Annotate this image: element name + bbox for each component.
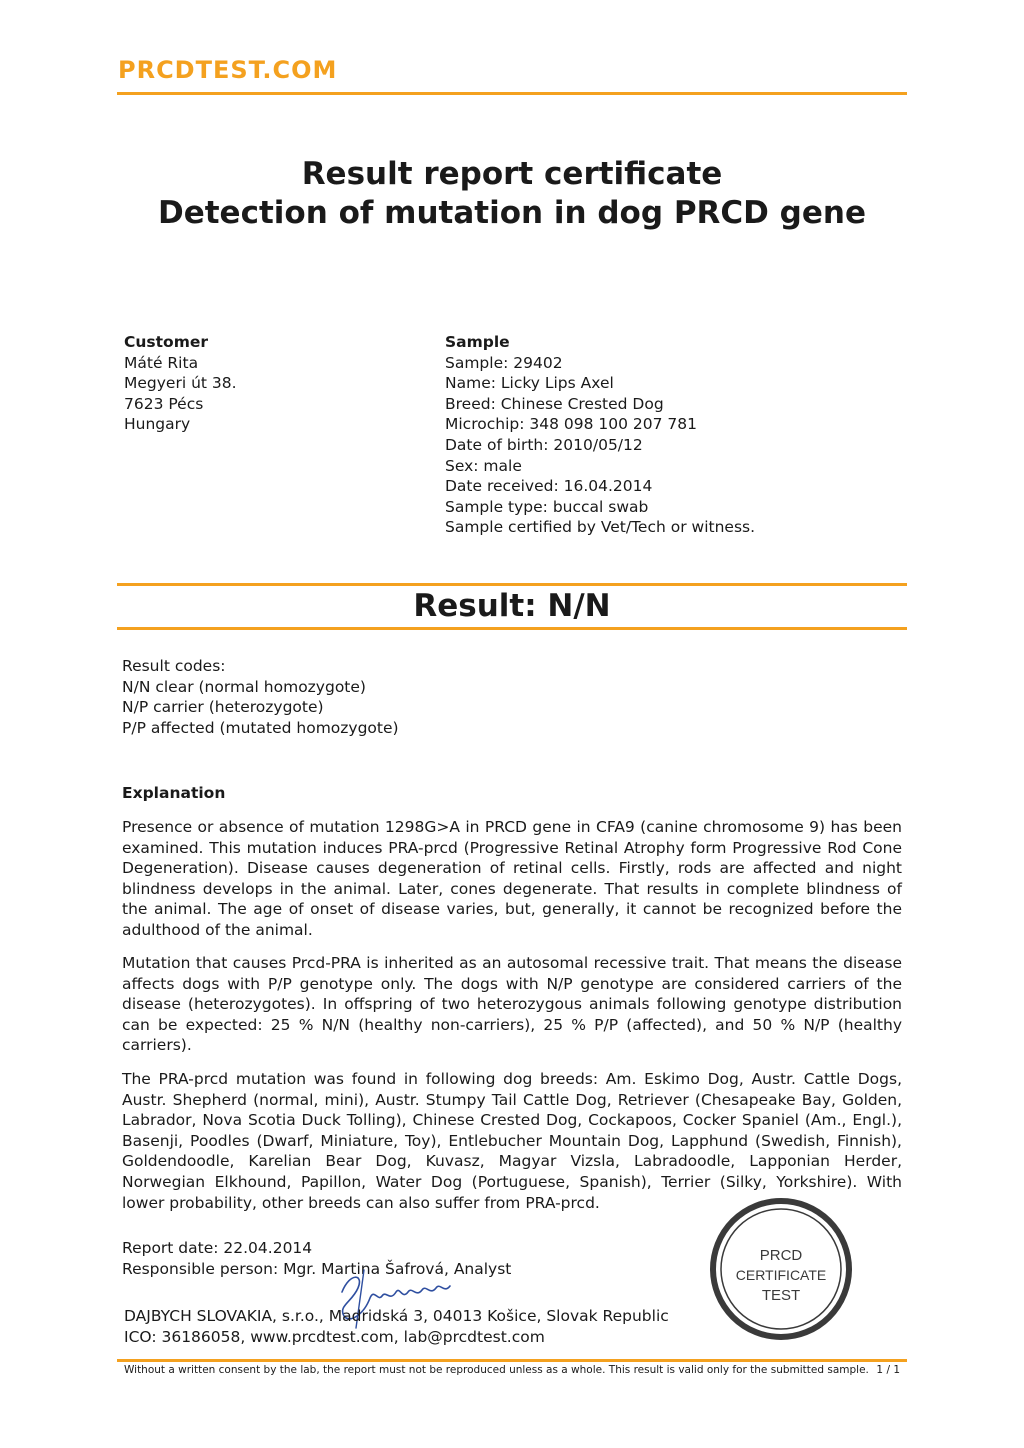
result-bottom-divider (117, 627, 907, 630)
responsible-person: Responsible person: Mgr. Martina Šafrová, Analyst (122, 1259, 512, 1278)
sample-date-received: Date received: 16.04.2014 (445, 477, 653, 496)
sample-birth-date: Date of birth: 2010/05/12 (445, 435, 643, 454)
page-number: 1 / 1 (876, 1364, 900, 1376)
stamp-line-2: CERTIFICATE (735, 1267, 827, 1283)
company-address: DAJBYCH SLOVAKIA, s.r.o., Madridská 3, 04013 Košice, Slovak Republic (124, 1307, 669, 1325)
sample-type: Sample type: buccal swab (445, 497, 649, 516)
customer-block (124, 332, 237, 435)
footer-divider (117, 1359, 907, 1362)
footer-disclaimer: Without a written consent by the lab, the report must not be reproduced unless as a whole. This result is valid only for the submitted sample. (124, 1364, 869, 1376)
result-value: Result: N/N (413, 588, 611, 624)
explanation-paragraph-1: Presence or absence of mutation 1298G>A in PRCD gene in CFA9 (canine chromosome 9) has been examined. This mutation induces PRA-prcd (Progressive Retinal Atrophy form Progressive Rod Cone Degeneration). Disease causes degeneration of retinal cells. Firstly, rods are affected and night blindness develops in the animal. Later, cones degenerate. That results in complete blindness of the animal. The age of onset of disease varies, but, generally, it cannot be recognized before the adulthood of the animal. (122, 818, 902, 939)
sample-microchip: Microchip: 348 098 100 207 781 (445, 415, 697, 434)
brand-logo: PRCDTEST.COM (118, 56, 338, 84)
report-date: Report date: 22.04.2014 (122, 1239, 313, 1257)
stamp-line-1: PRCD (759, 1247, 803, 1264)
title-line-2: Detection of mutation in dog PRCD gene (157, 195, 866, 231)
stamp-line-3: TEST (761, 1287, 801, 1304)
customer-name: Máté Rita (124, 353, 199, 372)
explanation-paragraph-2: Mutation that causes Prcd-PRA is inherited as an autosomal recessive trait. That means the disease affects dogs with P/P genotype only. The dogs with N/P genotype are considered carriers of the disease (heterozygotes). In offspring of two heterozygous animals following genotype distribution can be expected: 25 % N/N (healthy non-carriers), 25 % P/P (affected), and 50 % N/P (healthy carriers). (122, 954, 902, 1055)
sample-breed: Breed: Chinese Crested Dog (445, 394, 664, 413)
result-codes (122, 656, 399, 738)
result-code-nn: N/N clear (normal homozygote) (122, 677, 366, 696)
company-contact: ICO: 36186058, www.prcdtest.com, lab@prcdtest.com (124, 1327, 545, 1346)
sample-heading: Sample (445, 333, 510, 351)
customer-heading: Customer (124, 333, 209, 351)
result-code-pp: P/P affected (mutated homozygote) (122, 718, 399, 737)
customer-country: Hungary (124, 415, 191, 434)
customer-street: Megyeri út 38. (124, 374, 237, 393)
header-divider (117, 92, 907, 95)
result-top-divider (117, 583, 907, 586)
sample-certified-note: Sample certified by Vet/Tech or witness. (445, 518, 756, 537)
explanation-heading: Explanation (122, 784, 226, 802)
certificate-stamp (708, 1196, 854, 1342)
footer (124, 1364, 900, 1376)
title-line-1: Result report certificate (301, 156, 723, 192)
result-code-np: N/P carrier (heterozygote) (122, 698, 324, 717)
explanation-paragraph-3: The PRA-prcd mutation was found in following dog breeds: Am. Eskimo Dog, Austr. Cattle Dogs, Austr. Shepherd (normal, mini), Austr. Stumpy Tail Cattle Dog, Retriever (Chesapeake Bay, Golden, Labrador, Nova Scotia Duck Tolling), Chinese Crested Dog, Cockapoos, Cocker Spaniel (Am., Engl.), Basenji, Poodles (Dwarf, Miniature, Toy), Entlebucher Mountain Dog, Lapphund (Swedish, Finnish), Goldendoodle, Karelian Bear Dog, Kuvasz, Magyar Vizsla, Labradoodle, Lapponian Herder, Norwegian Elkhound, Papillon, Water Dog (Portuguese, Spanish), Terrier (Silky, Yorkshire). With lower probability, other breeds can also suffer from PRA-prcd. (122, 1070, 902, 1212)
sample-id: Sample: 29402 (445, 353, 563, 372)
sample-block (445, 332, 755, 538)
company-info (124, 1306, 669, 1347)
customer-city: 7623 Pécs (124, 394, 204, 413)
sample-dog-name: Name: Licky Lips Axel (445, 374, 614, 393)
sample-sex: Sex: male (445, 456, 522, 475)
result-codes-heading: Result codes: (122, 657, 226, 675)
